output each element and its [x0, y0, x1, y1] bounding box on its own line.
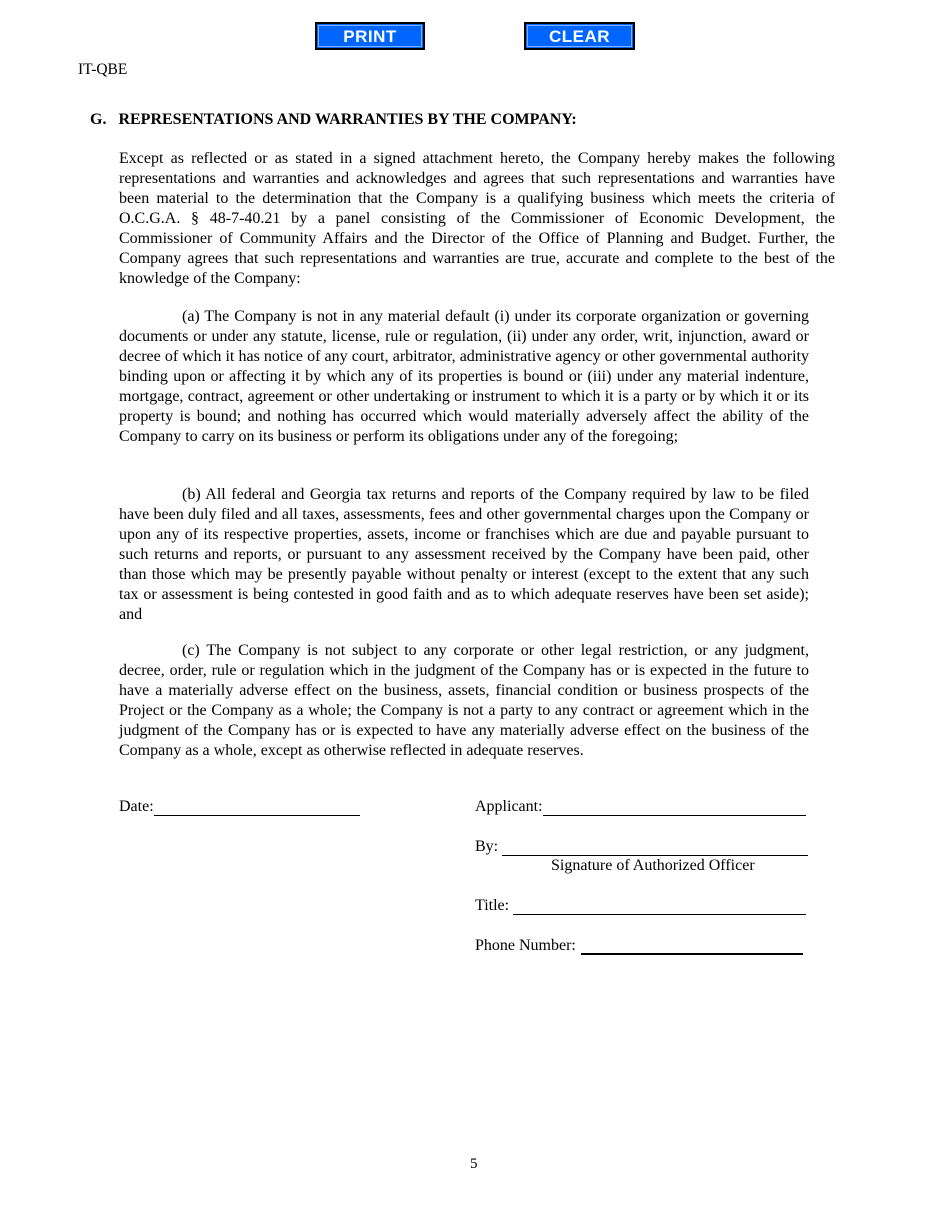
section-title: REPRESENTATIONS AND WARRANTIES BY THE COMPANY:	[118, 111, 577, 128]
clear-button[interactable]: CLEAR	[524, 22, 635, 50]
phone-field[interactable]	[581, 936, 803, 955]
date-row	[119, 798, 360, 816]
title-label: Title:	[475, 897, 510, 914]
by-row	[475, 838, 808, 856]
representation-c-text: (c) The Company is not subject to any corporate or other legal restriction, or any judgment, decree, order, rule or regulation which in the judgment of the Company has or is expected in the future to have a materially adverse effect on the business, assets, financial condition or business prospects of the Project or the Company as a whole; the Company is not a party to any contract or agreement which in the judgment of the Company has or is expected to have any materially adverse effect on the business of the Company as a whole, except as otherwise reflected in adequate reserves.	[119, 642, 809, 759]
representation-a-text: (a) The Company is not in any material default (i) under its corporate organization or governing documents or under any statute, license, rule or regulation, (ii) under any order, writ, injunction, award or decree of which it has notice of any court, arbitrator, administrative agency or other governmental authority binding upon or affecting it by which any of its properties is bound or (iii) under any material indenture, mortgage, contract, agreement or other undertaking or instrument to which it is a party or by which it or its property is bound; and nothing has occurred which would materially adversely affect the ability of the Company to carry on its business or perform its obligations under any of the foregoing;	[119, 308, 809, 445]
print-button[interactable]: PRINT	[315, 22, 425, 50]
applicant-label: Applicant:	[475, 798, 543, 815]
representation-a	[119, 307, 809, 447]
applicant-field[interactable]	[543, 798, 806, 816]
intro-paragraph: Except as reflected or as stated in a signed attachment hereto, the Company hereby makes the following representations and warranties and acknowledges and agrees that such representations and warranties have been material to the determination that the Company is a qualifying business which meets the criteria of O.C.G.A. § 48-7-40.21 by a panel consisting of the Commissioner of Economic Development, the Commissioner of Community Affairs and the Director of the Office of Planning and Budget. Further, the Company agrees that such representations and warranties are true, accurate and complete to the best of the knowledge of the Company:	[119, 150, 835, 287]
phone-row	[475, 936, 803, 955]
title-field[interactable]	[513, 897, 806, 915]
form-id: IT-QBE	[78, 61, 128, 78]
representation-b	[119, 485, 809, 625]
date-field[interactable]	[154, 798, 360, 816]
representation-b-text: (b) All federal and Georgia tax returns and reports of the Company required by law to be filed have been duly filed and all taxes, assessments, fees and other governmental charges upon the Company or upon any of its respective properties, assets, income or franchises which are due and payable pursuant to such returns and reports, or pursuant to any assessment received by the Company have been paid, other than those which may be presently payable without penalty or interest (except to the extent that any such tax or assessment is being contested in good faith and as to which adequate reserves have been set aside); and	[119, 486, 809, 623]
date-label: Date:	[119, 798, 154, 815]
by-label: By:	[475, 838, 499, 855]
section-letter: G.	[90, 111, 107, 128]
signature-caption: Signature of Authorized Officer	[551, 857, 755, 874]
page-number: 5	[470, 1156, 478, 1172]
phone-label: Phone Number:	[475, 937, 576, 954]
signature-field[interactable]	[502, 838, 808, 856]
title-row	[475, 897, 806, 915]
applicant-row	[475, 798, 806, 816]
representation-c	[119, 641, 809, 761]
section-heading	[90, 111, 577, 129]
